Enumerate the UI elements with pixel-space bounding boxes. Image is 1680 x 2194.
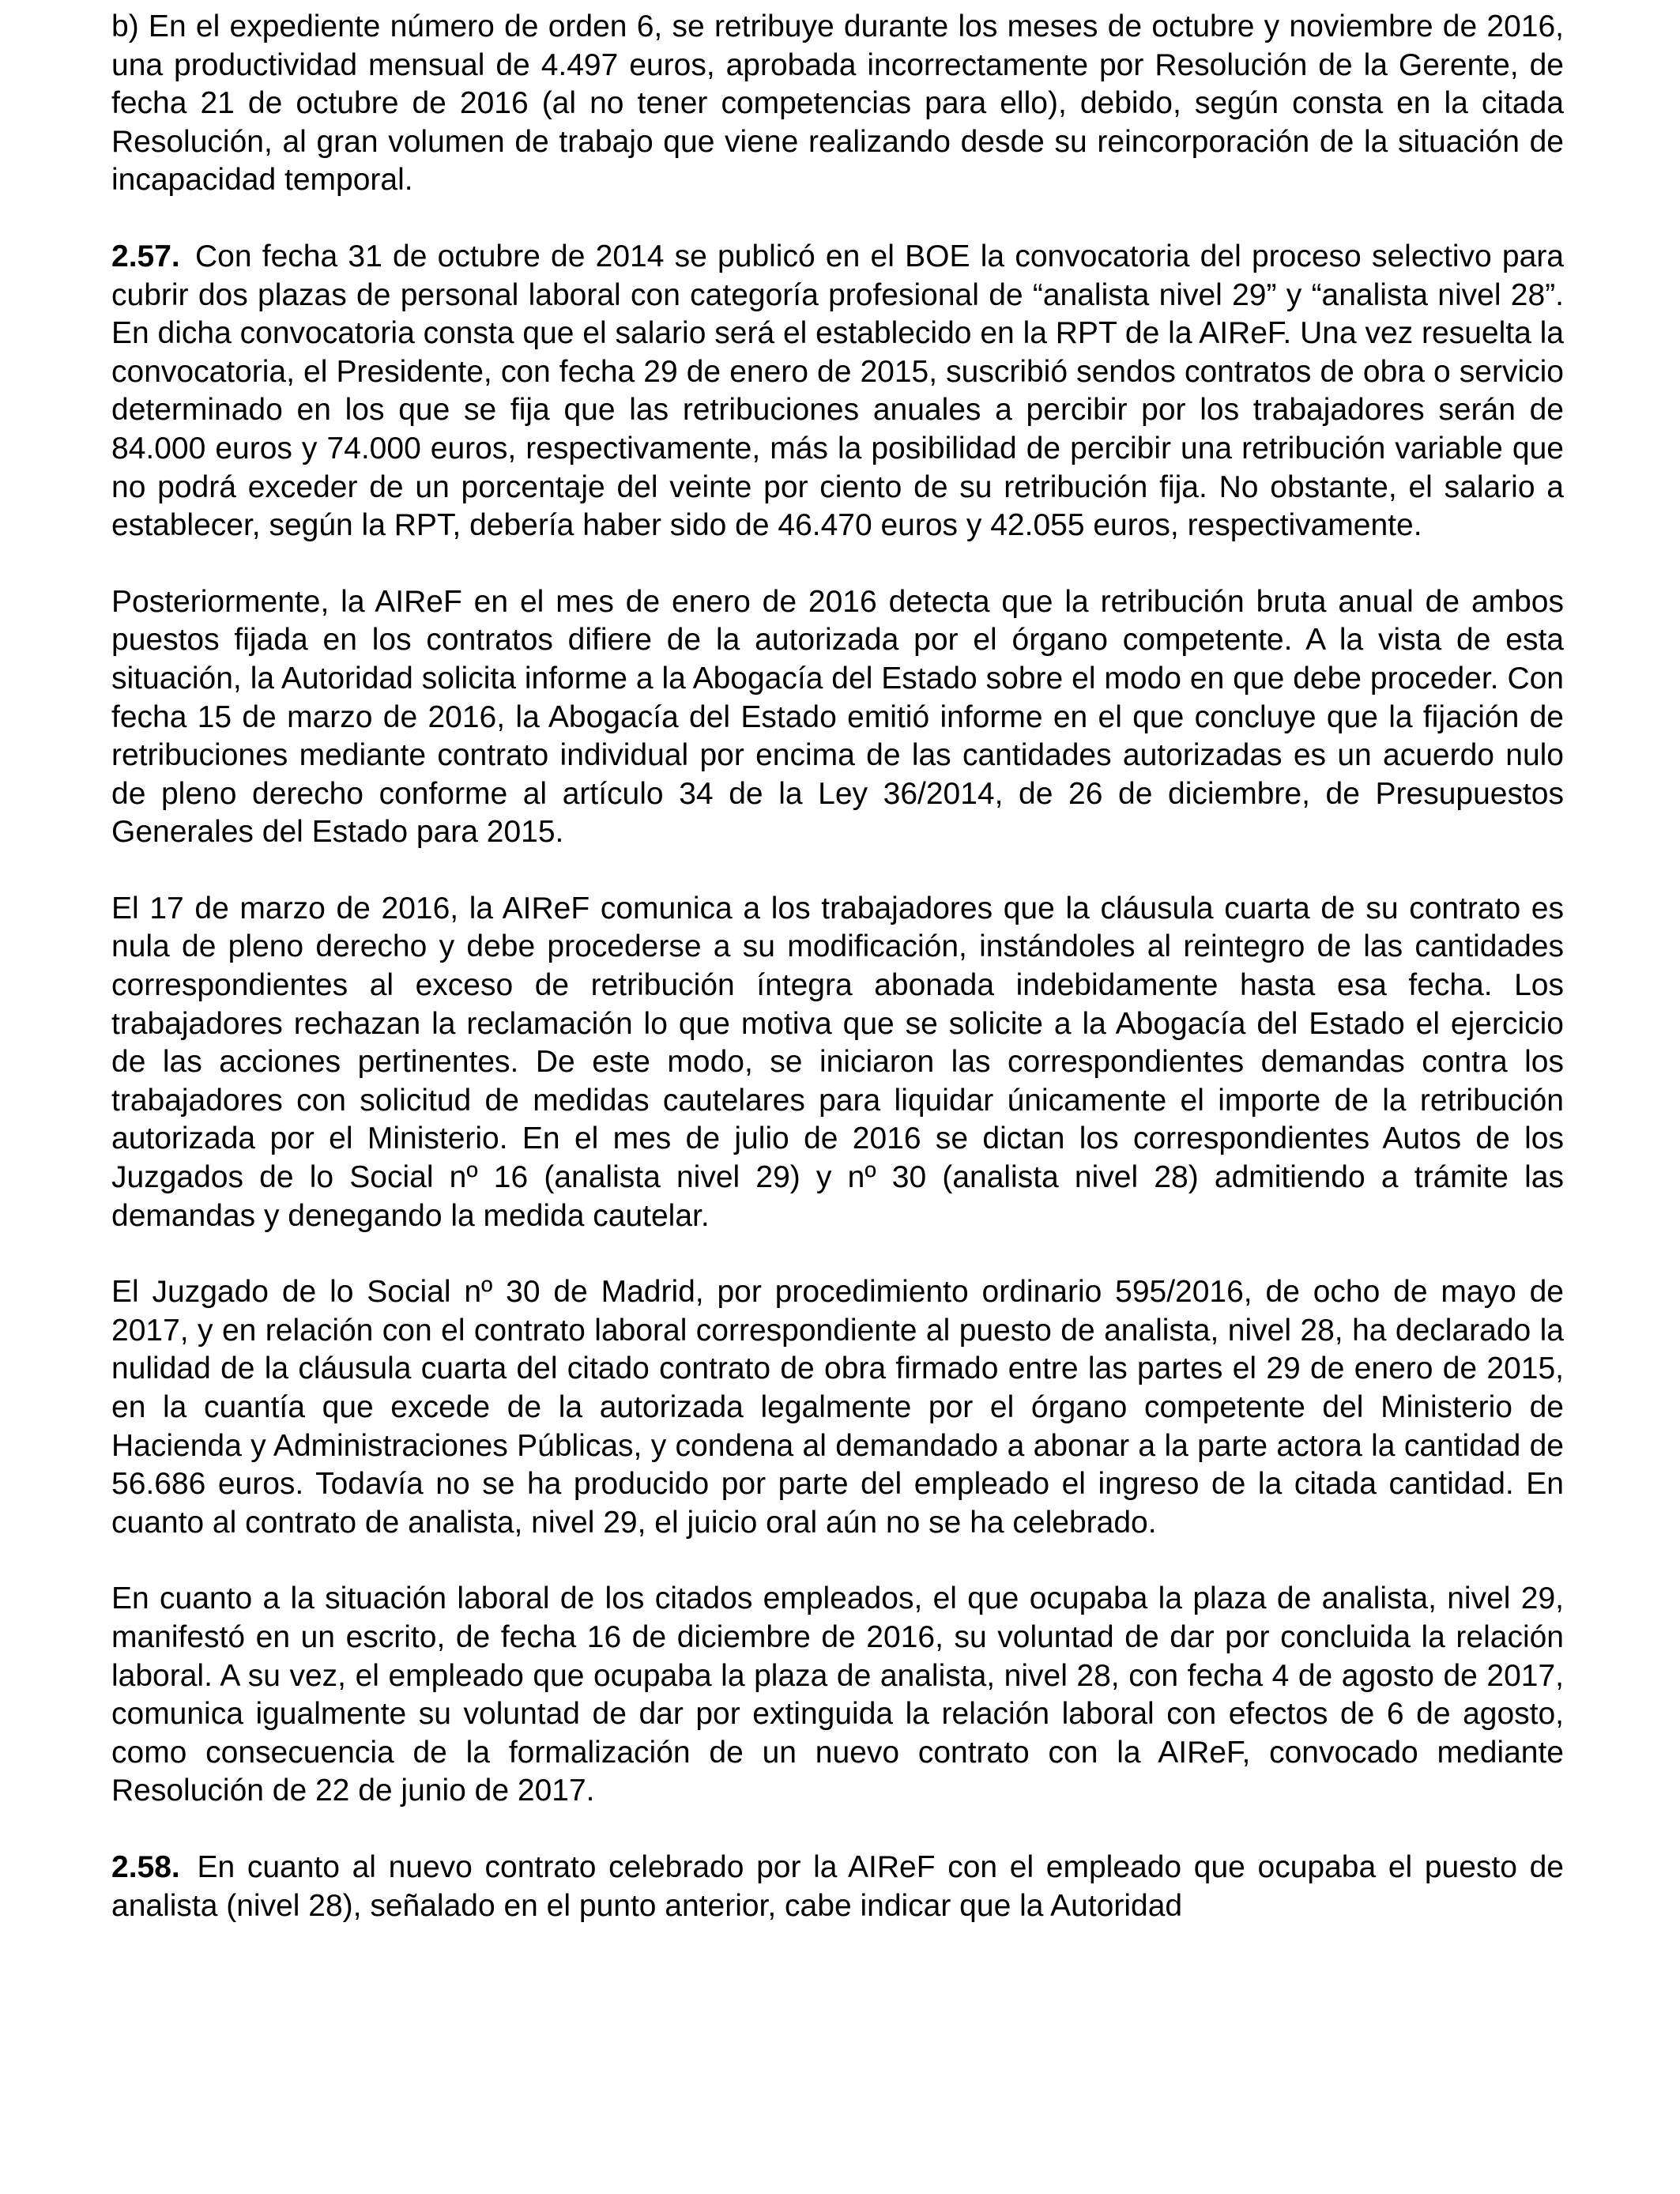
paragraph-text: En cuanto a la situación laboral de los citados empleados, el que ocupaba la plaza de analista, nivel 29, manifestó en un escrito, de fecha 16 de diciembre de 2016, su voluntad de dar por concluida la relación laboral. A su vez, el empleado que ocupaba la plaza de analista, nivel 28, con fecha 4 de agosto de 2017, comunica igualmente su voluntad de dar por extinguida la relación laboral con efectos de 6 de agosto, como consecuencia de la formalización de un nuevo contrato con la AIReF, convocado mediante Resolución de 22 de junio de 2017.: [111, 1581, 1564, 1808]
paragraph-text: b) En el expediente número de orden 6, se retribuye durante los meses de octubre y noviembre de 2016, una productividad mensual de 4.497 euros, aprobada incorrectamente por Resolución de la Gerente, de fecha 21 de octubre de 2016 (al no tener competencias para ello), debido, según consta en la citada Resolución, al gran volumen de trabajo que viene realizando desde su reincorporación de la situación de incapacidad temporal.: [111, 9, 1564, 198]
paragraph-situacion-laboral: [111, 1580, 1564, 1811]
paragraph-b-expediente-6: [111, 8, 1564, 200]
document-body: [111, 8, 1564, 1963]
paragraph-2-57: [111, 238, 1564, 545]
paragraph-17-marzo: [111, 890, 1564, 1235]
paragraph-number: 2.57.: [111, 239, 180, 273]
paragraph-text: El 17 de marzo de 2016, la AIReF comunica a los trabajadores que la cláusula cuarta de su contrato es nula de pleno derecho y debe procederse a su modificación, instándoles al reintegro de las cantidades correspondientes al exceso de retribución íntegra abonada indebidamente hasta esa fecha. Los trabajadores rechazan la reclamación lo que motiva que se solicite a la Abogacía del Estado el ejercicio de las acciones pertinentes. De este modo, se iniciaron las correspondientes demandas contra los trabajadores con solicitud de medidas cautelares para liquidar únicamente el importe de la retribución autorizada por el Ministerio. En el mes de julio de 2016 se dictan los correspondientes Autos de los Juzgados de lo Social nº 16 (analista nivel 29) y nº 30 (analista nivel 28) admitiendo a trámite las demandas y denegando la medida cautelar.: [111, 891, 1564, 1233]
paragraph-posteriormente: [111, 583, 1564, 852]
paragraph-juzgado-social: [111, 1273, 1564, 1542]
paragraph-text: Posteriormente, la AIReF en el mes de enero de 2016 detecta que la retribución bruta anual de ambos puestos fijada en los contratos difiere de la autorizada por el órgano competente. A la vista de esta situación, la Autoridad solicita informe a la Abogacía del Estado sobre el modo en que debe proceder. Con fecha 15 de marzo de 2016, la Abogacía del Estado emitió informe en el que concluye que la fijación de retribuciones mediante contrato individual por encima de las cantidades autorizadas es un acuerdo nulo de pleno derecho conforme al artículo 34 de la Ley 36/2014, de 26 de diciembre, de Presupuestos Generales del Estado para 2015.: [111, 584, 1564, 850]
paragraph-text: Con fecha 31 de octubre de 2014 se publicó en el BOE la convocatoria del proceso selectivo para cubrir dos plazas de personal laboral con categoría profesional de “analista nivel 29” y “analista nivel 28”. En dicha convocatoria consta que el salario será el establecido en la RPT de la AIReF. Una vez resuelta la convocatoria, el Presidente, con fecha 29 de enero de 2015, suscribió sendos contratos de obra o servicio determinado en los que se fija que las retribuciones anuales a percibir por los trabajadores serán de 84.000 euros y 74.000 euros, respectivamente, más la posibilidad de percibir una retribución variable que no podrá exceder de un porcentaje del veinte por ciento de su retribución fija. No obstante, el salario a establecer, según la RPT, debería haber sido de 46.470 euros y 42.055 euros, respectivamente.: [111, 239, 1564, 543]
paragraph-2-58: [111, 1849, 1564, 1925]
paragraph-text: El Juzgado de lo Social nº 30 de Madrid, por procedimiento ordinario 595/2016, de ocho de mayo de 2017, y en relación con el contrato laboral correspondiente al puesto de analista, nivel 28, ha declarado la nulidad de la cláusula cuarta del citado contrato de obra firmado entre las partes el 29 de enero de 2015, en la cuantía que excede de la autorizada legalmente por el órgano competente del Ministerio de Hacienda y Administraciones Públicas, y condena al demandado a abonar a la parte actora la cantidad de 56.686 euros. Todavía no se ha producido por parte del empleado el ingreso de la citada cantidad. En cuanto al contrato de analista, nivel 29, el juicio oral aún no se ha celebrado.: [111, 1275, 1564, 1540]
paragraph-number: 2.58.: [111, 1849, 180, 1884]
paragraph-text: En cuanto al nuevo contrato celebrado por la AIReF con el empleado que ocupaba el puesto de analista (nivel 28), señalado en el punto anterior, cabe indicar que la Autoridad: [111, 1849, 1564, 1923]
